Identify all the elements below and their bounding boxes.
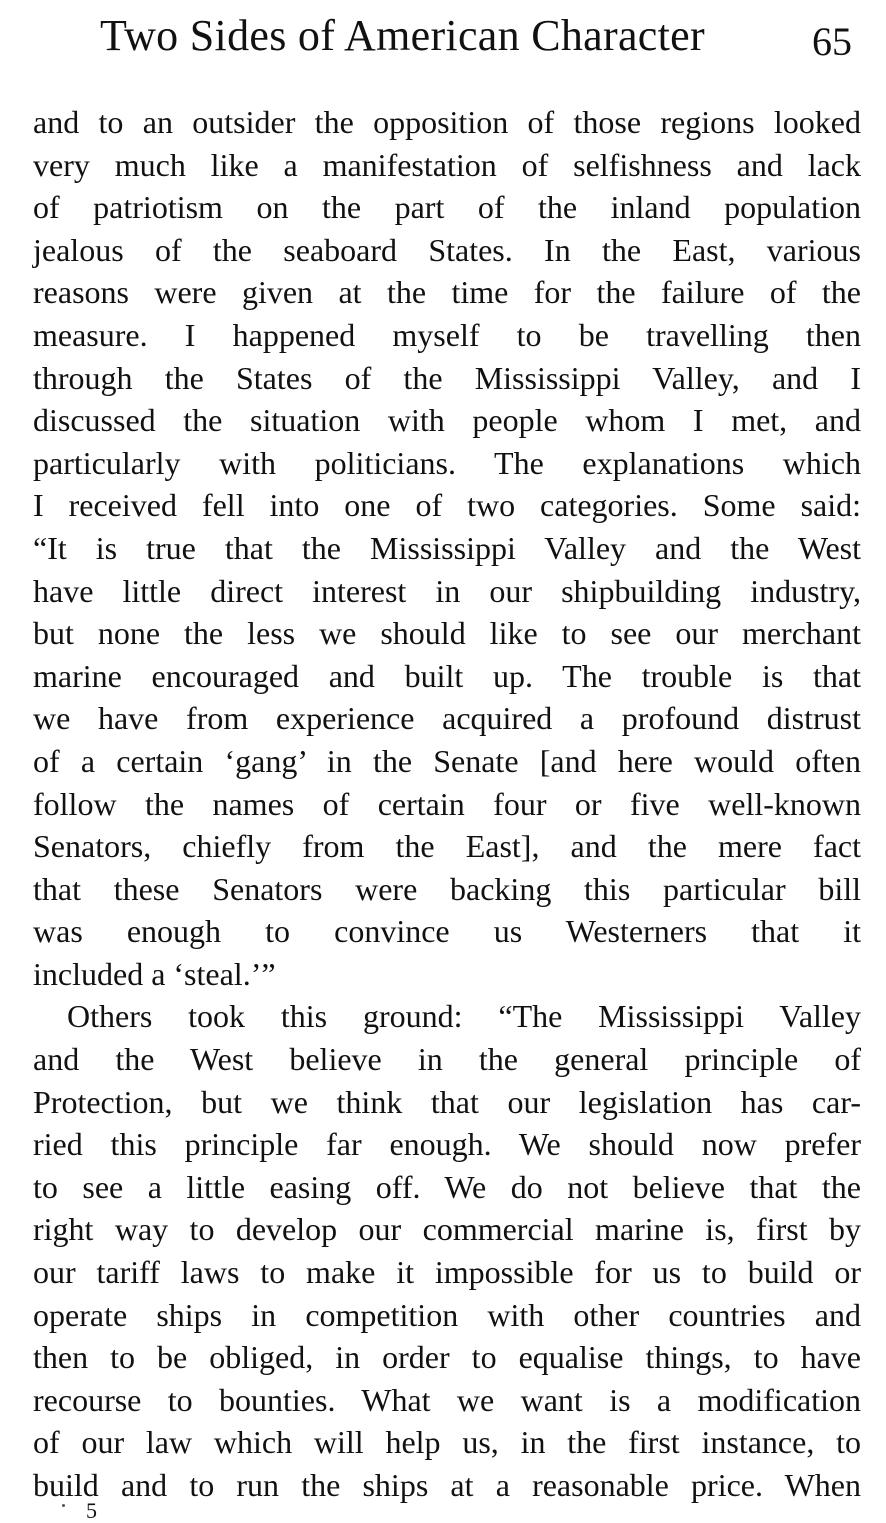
text-line: very much like a manifestation of selfishness and lack	[33, 146, 861, 183]
text-line: have little direct interest in our shipbuilding industry,	[33, 572, 861, 609]
text-line: jealous of the seaboard States. In the East, various	[33, 231, 861, 268]
text-line: Senators, chiefly from the East], and the mere fact	[33, 828, 861, 865]
text-line: “It is true that the Mississippi Valley and the West	[33, 529, 861, 566]
text-line: build and to run the ships at a reasonable price. When	[33, 1467, 861, 1503]
text-line: marine encouraged and built up. The trouble is that	[33, 657, 861, 694]
text-line: of patriotism on the part of the inland population	[33, 189, 861, 226]
text-line: ried this principle far enough. We should now prefer	[33, 1126, 861, 1163]
text-line: our tariff laws to make it impossible for us to build or	[33, 1254, 861, 1291]
signature-mark: 5	[86, 1498, 97, 1523]
text-line-paragraph-start: Others took this ground: “The Mississippi Valley	[67, 998, 861, 1035]
text-line: but none the less we should like to see our merchant	[33, 615, 861, 652]
page-number: 65	[812, 19, 852, 64]
print-speck	[62, 1504, 65, 1507]
text-line-paragraph-end: included a ‘steal.’”	[33, 955, 276, 992]
text-line: reasons were given at the time for the failure of the	[33, 274, 861, 311]
text-line: of our law which will help us, in the first instance, to	[33, 1424, 861, 1461]
text-line: we have from experience acquired a profound distrust	[33, 700, 861, 737]
text-line: through the States of the Mississippi Valley, and I	[33, 359, 861, 396]
text-line: and the West believe in the general principle of	[33, 1041, 861, 1078]
text-line: to see a little easing off. We do not believe that the	[33, 1168, 861, 1205]
running-title: Two Sides of American Character	[100, 11, 705, 60]
text-line: discussed the situation with people whom I met, and	[33, 402, 861, 439]
text-line: Protection, but we think that our legislation has car-	[33, 1083, 861, 1120]
text-line: operate ships in competition with other countries and	[33, 1296, 861, 1333]
text-line: follow the names of certain four or five well-known	[33, 785, 861, 822]
text-line: right way to develop our commercial marine is, first by	[33, 1211, 861, 1248]
text-line: was enough to convince us Westerners that it	[33, 913, 861, 950]
text-line: recourse to bounties. What we want is a modification	[33, 1381, 861, 1418]
text-line: I received fell into one of two categories. Some said:	[33, 487, 861, 524]
text-line: of a certain ‘gang’ in the Senate [and here would often	[33, 742, 861, 779]
running-head	[0, 6, 886, 68]
text-line: particularly with politicians. The explanations which	[33, 444, 861, 481]
text-line: measure. I happened myself to be travelling then	[33, 316, 861, 353]
text-line: that these Senators were backing this particular bill	[33, 870, 861, 907]
text-line: then to be obliged, in order to equalise things, to have	[33, 1339, 861, 1376]
text-line: and to an outsider the opposition of those regions looked	[33, 104, 861, 140]
body-text	[33, 101, 861, 1507]
